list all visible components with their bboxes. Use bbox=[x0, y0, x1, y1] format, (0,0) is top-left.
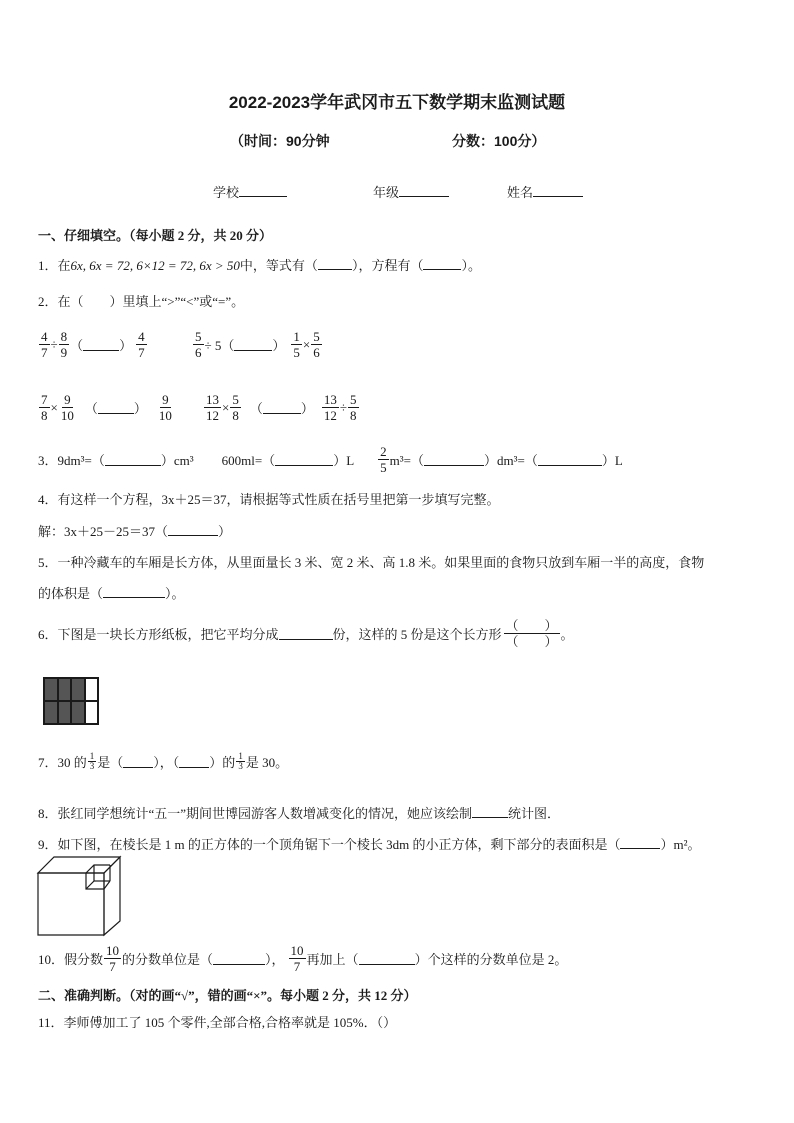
q7-text-4: ）的 bbox=[209, 755, 236, 770]
q3-blank-1[interactable] bbox=[105, 453, 161, 466]
section-heading-2: 二、准确判断。（对的画“√”，错的画“×”。每小题 2 分，共 12 分） bbox=[38, 988, 417, 1003]
fraction: $\frac{4}{7}$ bbox=[41, 329, 48, 360]
close-paren: ） bbox=[272, 338, 286, 353]
q1-expressions: 6x, 6x = 72, 6×12 = 72, 6x > 50 bbox=[70, 258, 240, 273]
q3-unit-1: ）cm³ bbox=[160, 453, 194, 468]
q1-end: ）。 bbox=[461, 258, 481, 273]
q1-blank-equations-2[interactable] bbox=[423, 257, 461, 270]
q7-text-3: ），（ bbox=[153, 755, 180, 770]
q7-end: 是 30。 bbox=[245, 755, 289, 770]
fraction: $\frac{1}{3}$ bbox=[238, 751, 243, 771]
grid-cell-shaded bbox=[58, 678, 72, 701]
name-field[interactable] bbox=[507, 182, 583, 201]
q8-blank[interactable] bbox=[472, 805, 508, 818]
school-field[interactable] bbox=[213, 182, 287, 201]
q5-line-2 bbox=[38, 583, 185, 602]
school-blank[interactable] bbox=[239, 184, 287, 197]
q10-text-3: ）， bbox=[265, 952, 285, 967]
divide-sign: ÷ bbox=[50, 336, 58, 352]
divide-sign: ÷ bbox=[339, 399, 348, 415]
grid-cell-shaded bbox=[44, 701, 58, 724]
q9-text: 9．如下图，在棱长是 1 m 的正方体的一个顶角锯下一个棱长 3dm 的小正方体，剩下部分的表面积是（ bbox=[38, 837, 621, 852]
open-paren: （ bbox=[84, 401, 98, 416]
fraction: $\frac{5}{6}$ bbox=[313, 329, 320, 360]
q2-row-2 bbox=[192, 329, 323, 360]
q2-row-3 bbox=[38, 392, 175, 423]
q9-blank[interactable] bbox=[620, 836, 660, 849]
q10-text-2: 的分数单位是（ bbox=[122, 952, 214, 967]
grid-cell-shaded bbox=[71, 701, 85, 724]
rectangle-grid-figure bbox=[43, 677, 99, 725]
times-sign: × bbox=[50, 399, 58, 415]
question-6 bbox=[38, 618, 574, 649]
fraction: $\frac{7}{8}$ bbox=[41, 392, 48, 423]
compare-blank[interactable] bbox=[83, 338, 119, 351]
question-7 bbox=[38, 752, 288, 771]
q3-part-2: 600ml=（ bbox=[221, 453, 276, 468]
question-1 bbox=[38, 255, 481, 274]
grid-cell-shaded bbox=[58, 701, 72, 724]
q10-blank-2[interactable] bbox=[359, 952, 415, 965]
fraction: $\frac{9}{10}$ bbox=[60, 392, 74, 423]
compare-blank[interactable] bbox=[234, 338, 272, 351]
question-11: 11．李师傅加工了 105 个零件,全部合格,合格率就是 105%．（） bbox=[38, 1015, 397, 1030]
q4-solution bbox=[38, 521, 231, 540]
time-limit: （时间：90分钟 bbox=[230, 133, 330, 149]
fraction: $\frac{1}{5}$ bbox=[293, 329, 300, 360]
q9-end: ）m²。 bbox=[660, 837, 701, 852]
times-sign: × bbox=[222, 399, 230, 415]
q6-fraction-blank[interactable]: $\frac{( )}{( )}$ bbox=[505, 618, 558, 649]
times-sign: × bbox=[302, 336, 311, 352]
grade-blank[interactable] bbox=[399, 184, 449, 197]
fraction: $\frac{1}{3}$ bbox=[89, 751, 95, 771]
q10-end: ）个这样的分数单位是 2。 bbox=[414, 952, 568, 967]
q1-text: 中，等式有（ bbox=[239, 258, 318, 273]
q6-text-2: 份，这样的 5 份是这个长方形 bbox=[332, 627, 502, 642]
q7-blank-2[interactable] bbox=[179, 755, 209, 768]
q5-blank[interactable] bbox=[103, 585, 165, 598]
q6-end: 。 bbox=[560, 627, 574, 642]
fraction: $\frac{2}{5}$ bbox=[380, 444, 387, 475]
question-5: 5．一种冷藏车的车厢是长方体，从里面量长 3 米、宽 2 米、高 1.8 米。如果里面的食物只放到车厢一半的高度，食物 bbox=[38, 555, 705, 570]
open-paren: （ bbox=[249, 401, 263, 416]
q3-unit-4: ）L bbox=[601, 453, 623, 468]
q5-end: ）。 bbox=[165, 586, 185, 601]
fraction: $\frac{10}{7}$ bbox=[290, 943, 304, 974]
close-paren: ） bbox=[119, 338, 133, 353]
question-8 bbox=[38, 803, 560, 822]
grid-cell-shaded bbox=[71, 678, 85, 701]
q8-end: 统计图． bbox=[508, 806, 561, 821]
divide-expression: ÷ 5（ bbox=[204, 338, 235, 353]
q2-row-1 bbox=[38, 329, 148, 360]
grid-cell-shaded bbox=[44, 678, 58, 701]
compare-blank[interactable] bbox=[98, 401, 134, 414]
fraction: $\frac{9}{10}$ bbox=[158, 392, 172, 423]
q10-blank-1[interactable] bbox=[213, 952, 265, 965]
grid-cell-empty bbox=[85, 678, 99, 701]
school-label: 学校 bbox=[213, 185, 240, 200]
q4-solution-text: 解：3x＋25－25＝37（ bbox=[38, 524, 169, 539]
q5-text: 的体积是（ bbox=[38, 586, 104, 601]
q7-text: 7．30 的 bbox=[38, 755, 87, 770]
q3-part-4: ）dm³=（ bbox=[483, 453, 538, 468]
grade-label: 年级 bbox=[373, 185, 400, 200]
close-paren: ） bbox=[133, 401, 147, 416]
q4-blank[interactable] bbox=[168, 523, 218, 536]
q3-unit-2: ）L bbox=[333, 453, 355, 468]
question-2-intro: 2．在（ ）里填上“>”“<”或“=”。 bbox=[38, 294, 245, 309]
question-10 bbox=[38, 943, 567, 974]
page-title: 2022-2023学年武冈市五下数学期末监测试题 bbox=[228, 93, 566, 112]
q1-blank-equations[interactable] bbox=[318, 257, 352, 270]
q3-part-1: 3．9dm³=（ bbox=[38, 453, 105, 468]
q6-blank-parts[interactable] bbox=[279, 627, 333, 640]
question-4: 4．有这样一个方程，3x＋25＝37，请根据等式性质在括号里把第一步填写完整。 bbox=[38, 492, 500, 507]
name-blank[interactable] bbox=[533, 184, 583, 197]
fraction: $\frac{5}{6}$ bbox=[195, 329, 202, 360]
cube-figure bbox=[36, 855, 122, 939]
q1-text-2: ），方程有（ bbox=[351, 258, 424, 273]
q6-text: 6．下图是一块长方形纸板，把它平均分成 bbox=[38, 627, 279, 642]
fraction: $\frac{10}{7}$ bbox=[106, 943, 120, 974]
fraction: $\frac{8}{9}$ bbox=[60, 329, 68, 360]
close-paren: ） bbox=[300, 401, 314, 416]
q3-blank-2[interactable] bbox=[275, 453, 333, 466]
compare-blank[interactable] bbox=[263, 401, 301, 414]
question-9 bbox=[38, 834, 701, 853]
q3-part-3: m³=（ bbox=[389, 453, 424, 468]
close-paren: ） bbox=[218, 524, 232, 539]
grid-cell-empty bbox=[85, 701, 99, 724]
question-3 bbox=[38, 444, 623, 475]
fraction: $\frac{5}{8}$ bbox=[350, 392, 357, 423]
q3-blank-4[interactable] bbox=[538, 453, 602, 466]
q2-row-4 bbox=[203, 392, 360, 423]
section-heading: 一、仔细填空。（每小题 2 分，共 20 分） bbox=[38, 228, 273, 243]
q7-blank-1[interactable] bbox=[123, 755, 153, 768]
q7-text-2: 是（ bbox=[97, 755, 124, 770]
total-score: 分数：100分） bbox=[452, 133, 546, 149]
open-paren: （ bbox=[70, 338, 84, 353]
grade-field[interactable] bbox=[373, 182, 449, 201]
fraction: $\frac{5}{8}$ bbox=[232, 392, 239, 423]
q8-text: 8．张红同学想统计“五一”期间世博园游客人数增减变化的情况，她应该绘制 bbox=[38, 806, 473, 821]
q10-text: 10．假分数 bbox=[38, 952, 104, 967]
fraction: $\frac{13}{12}$ bbox=[323, 392, 337, 423]
q10-text-4: 再加上（ bbox=[306, 952, 359, 967]
name-label: 姓名 bbox=[507, 185, 534, 200]
fraction: $\frac{13}{12}$ bbox=[206, 392, 219, 423]
q1-prefix: 1．在 bbox=[38, 258, 71, 273]
q3-blank-3[interactable] bbox=[424, 453, 484, 466]
fraction: $\frac{4}{7}$ bbox=[138, 329, 145, 360]
